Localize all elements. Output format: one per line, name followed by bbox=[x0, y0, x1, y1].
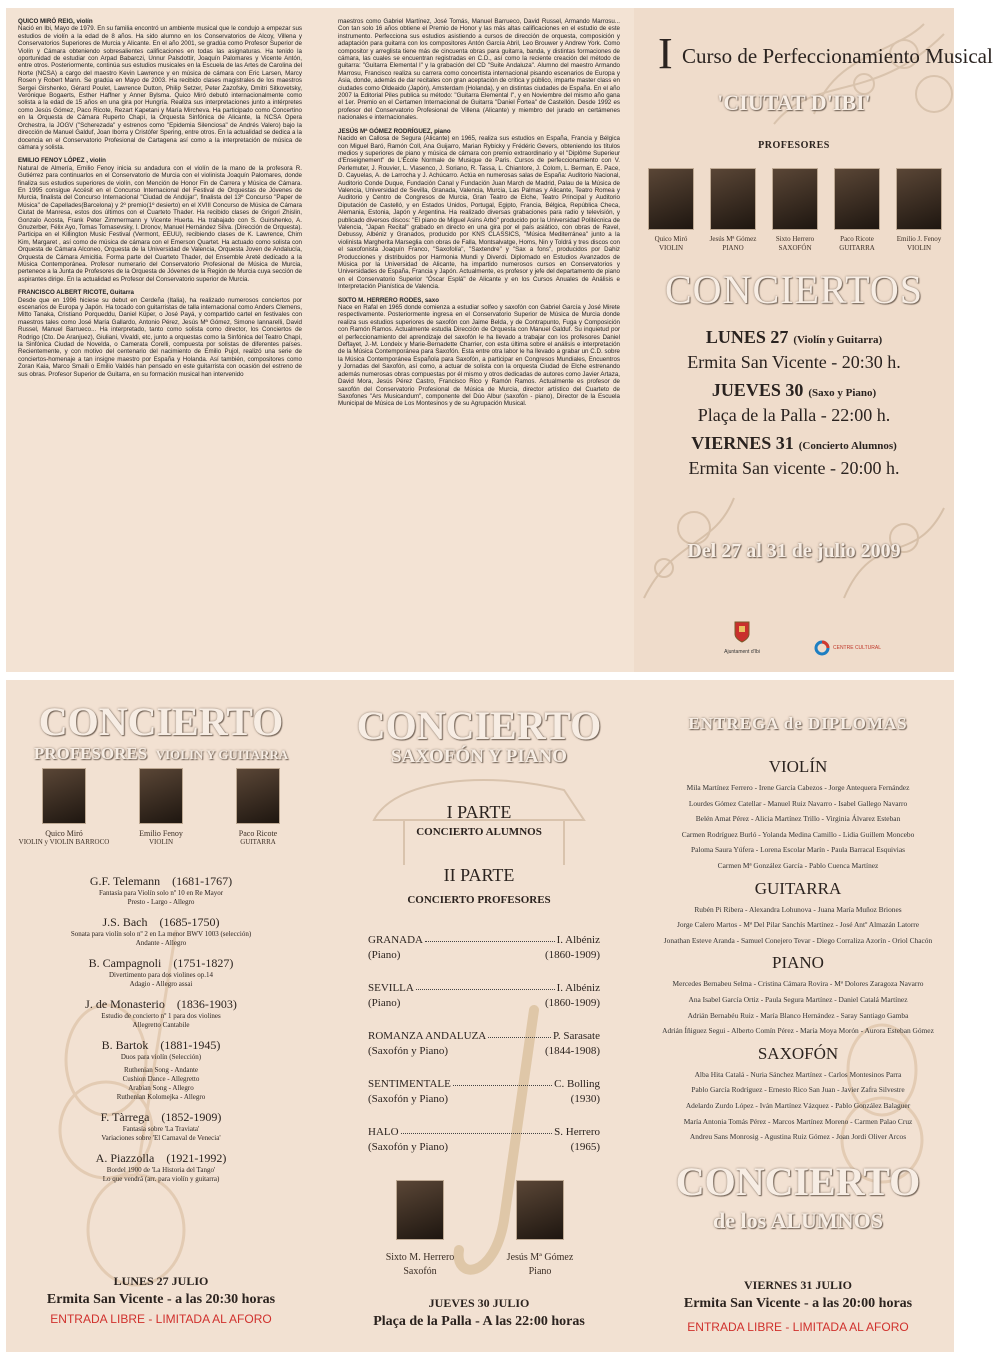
performer-name: Sixto M. Herrero bbox=[385, 1252, 455, 1263]
sax-program-item bbox=[368, 1078, 600, 1122]
diploma-names: Carmen Rodríguez Burló - Yolanda Medina Camillo - Lidia Guillem Moncebo bbox=[681, 829, 915, 839]
bio-text: Desde que en 1996 hiciese su debut en Cerdeña (Italia), ha realizado numerosos conciertos por escenarios de Europa y Japón. Ha tocado con guitarristas de talla internacional como Anders Clemens, Mitto Tanaka, Cristiano Porqueddu, Daniel Küper, o José Payá, y compartido cartel en festivales con maestros tales como José María Gallardo, Antonio Pérez, Jesús Mª Gómez, Simone Iannarelli, David Russel, Manuel Barrueco... Ha interpretado, tanto como solista como director, los Conciertos de Rodrigo (Cto. De Aranjuez), Giuliani, Vivaldi, etc, junto a orquestas como la Sinfónica del Teatro Chapí, la Sinfónica Ciudad de Novelda, o Camerata Corelli, compuesta por solistas de diferentes países. Recientemente, y con motivo del centenario del nacimiento de Emilio Pujol, realizó una serie de conciertos-homenaje a tan insigne maestro por España y Holanda. Así también, compositores como Zoran Kaia, Marco Smaili o Emilio Valdés han pensado en este guitarrista con ocasión del estreno de sus obras. Profesor Superior de Guitarra, en su formación musical han intervenido bbox=[18, 296, 302, 378]
program-item bbox=[26, 1110, 296, 1143]
conciertos-heading: CONCIERTOS bbox=[664, 267, 923, 312]
event-day: JUEVES 30 bbox=[711, 380, 804, 400]
diplomas-title: ENTREGA de DIPLOMAS bbox=[688, 714, 908, 733]
performer-role: Saxofón bbox=[403, 1266, 437, 1277]
performer-name: Paco Ricote bbox=[238, 829, 278, 838]
program-work: Duos para violín (Selección) bbox=[120, 1053, 202, 1061]
piece-instrumentation: (Saxofón y Piano) bbox=[368, 1141, 449, 1153]
program-work: Ruthenian Kolomejka - Allegro bbox=[116, 1093, 206, 1101]
student-concert-title: CONCIERTO bbox=[675, 1159, 921, 1204]
performer-name: Jesús Mª Gómez bbox=[506, 1252, 574, 1263]
bio-heading: FRANCISCO ALBERT RICOTE, Guitarra bbox=[18, 289, 134, 297]
performer-card bbox=[210, 768, 306, 847]
event-detail: (Violín y Guitarra) bbox=[793, 334, 883, 346]
diploma-names: Andreu Sans Monrosig - Agustina Ruiz Gómez - Joan Jordi Oliver Arcos bbox=[689, 1132, 907, 1142]
bio-text: maestros como Gabriel Martínez, José Tomás, Manuel Barrueco, David Russel, Armando Marrosu... Con tan solo 16 años obtiene el Premio de Honor y las más altas calificaciones en el estudio de este instrumento. Perfecciona sus estudios asistiendo a cursos de dirección de orquesta, composición y adaptación para guitarra con los compositores Antón García Abril, Leo Brouwer y Andrew York. Como compositor y arreglista tiene más de cincuenta obras para guitarra, banda, y distintas formaciones de cámara, las cuales se encuentran registradas en C.D., así como la reciente creación del método de guitarra: "Guitarra Elemental I" y la grabación del CD "Suite Andaluza". Alumno del maestro Armando Marrosu, Francisco realiza su carrera como concertista internacional pisando escenarios de Europa y Asia, donde, además de dar recitales con gran aceptación de crítica y público, imparte master class en ciudades como Oldeaido (Japón), Amsterdam (Holanda), y en distintas ciudades de España. En el año 2007 la Editorial Piles publica su método: "Guitarra Elemental I", y en Noviembre del mismo año gana el 1er. Premio en el Certamen Internacional de Guitarra "Daniel Fortea" de Castellón. Desde 1992 es profesor del Conservatorio Profesional de Villena (Alicante) y miembro del jurado en certámenes nacionales e internacionales. bbox=[338, 18, 620, 122]
bio-paragraph bbox=[18, 18, 302, 151]
dotted-leader bbox=[425, 941, 555, 942]
event-detail: (Saxo y Piano) bbox=[808, 387, 877, 399]
bio-text: Nacido en Callosa de Segura (Alicante) en 1965, realiza sus estudios en España, Francia y Bélgica con Miguel Baró, Ramón Coll, Ana Guijarro, Marian Rybicky y Frédéric Gevers, obteniendo los títulos medios y superiores de piano y música de cámara con premio extraordinario y el "Diplôme Superieur d'Enseignement" de L'École Normale de Musique de Paris. Cursos de perfeccionamiento con V. Perlemuter, J. Rouvier, L. Vlasenco, J. Soriano, R. Tassa, L. Chiantore, J. Colom, L. Berman, E. Pace, D. Cayuelas, A. de Larrocha y J. Achúcarro. Actúa en numerosas salas de España: Auditorio Nacional, Auditorio Conde Duque, Fundación Canal y Fundación Juan March de Madrid, Palau de la Música de Valencia, Universidad de Sevilla, Granada, Valencia, Murcia, Las Palmas y Alicante, Teatro Romea y Auditorio y Centro de Congresos de Murcia, Gran Teatro de Elche, Teatro Principal y Auditorio Diputación de Castelló, y en Estados Unidos, Portugal, Egipto, Francia, Bélgica, República Checa, Alemania, Estonia, Japón y Argentina. Ha realizado diversas grabaciones para radio y televisión, y publicado diversos discos: "El piano de Miguel Asins Arbó" producido por la Universidad Politécnica de Valencia, "Japan Recital" grabado en directo en una gira por el país asiático, con obras de Ravel, Debussy, Albéniz y Granados, producido por KNS CLASSICS, "Música Mediterránea" junto a la violinista Margherita Marseglia con obras de Falla, Montsalvatge, Homs, Nin y Toldrá y tres discos con el saxofonista Joaquín Franco, "Saxofolía", "Saxtendre" y "Sax a fons", producidos por Dahiz Producciones y distribuidos por Harmonia Mundi y Diverdi. Diplomado en Estudios Avanzados de Música por la Universidad de Alicante, ha impartido numerosos cursos en Conservatorios y Universidades de España, Francia y Japón. Actualmente, es profesor y jefe del departamento de piano en el Conservatorio Superior "Óscar Esplá" de Alicante y en los Cursos Anuales de Análisis e Interpretación Pianística de Valencia. bbox=[338, 135, 620, 291]
piece-title: SENTIMENTALE bbox=[368, 1078, 451, 1090]
event-detail: (Concierto Alumnos) bbox=[798, 440, 897, 452]
profesor-name: Quico Miró bbox=[654, 235, 688, 243]
piece-years: (1860-1909) bbox=[545, 997, 600, 1009]
program-years: (1921-1992) bbox=[166, 1151, 227, 1165]
student-concert-entry: ENTRADA LIBRE - LIMITADA AL AFORO bbox=[687, 1320, 909, 1334]
bio-paragraph bbox=[338, 128, 620, 291]
program-work: Fantasía para Violín solo nº 10 en Re Mayor bbox=[98, 889, 224, 897]
bio-text: Natural de Almería, Emilio Fenoy inicia su andadura con el violín de la mano de la profesora R. Gutiérrez para continuarlos en el Conservatorio de Murcia con el violinista Joaquín Palomares, donde finaliza sus estudios superiores de violín, con Mención de Honor Fin de Carrera y Música de Cámara. En 1995 consigue Accésit en el Concurso Internacional del Festival de Orquestas de Jóvenes de Murcia, finalista del Concurso Internacional "Ciudad de Andújar", finalista del 13º Concurso "Paper de Música" de Capellades(Barcelona) y 2º premio(1º desierto) en el XVIII Concurso de Música de Cámara Ciutat de Manresa, estos dos últimos con el Cuarteto Thader. Ha recibido clases de Grigori Zhislin, Gonzalo Acosta, Frank Peter Zimmermann y Vicente Huerta. Ha trabajado con S. Guirshenko, A. Gnuzerber, Félix Ayo, Tomas Tomasevsky, I. Dronov, Manuel Hernández Silva. (Dirección de Orquesta). Participa en el Killington Music Festival (Vermont, EEUU), recibiendo clases de K. Lawrence, Chim Kim, Margaret , así como de música de cámara con el Emerson Quartet. Ha actuado como solista con Orquesta de Cámara Alconeo, Orquesta de la Universidad de Valencia, Orquesta Joven de Andalucía, Orquesta de Cámara Amicitia. Forma parte del Cuarteto Thader, del Ensemble Areté dedicado a la Música Contemporánea. Profesor numerario del Conservatorio Profesional de Música de Murcia, pertenece a la Junta de Profesores de la Orquesta de Jóvenes de la Región de Murcia cuya sección de aspirantes dirige. En la actualidad es Profesor del Conservatorio superior de Murcia. bbox=[18, 164, 302, 283]
part-two-label: II PARTE bbox=[443, 865, 515, 885]
performer-role: VIOLIN bbox=[148, 838, 174, 846]
performer-card bbox=[490, 1180, 590, 1279]
program-composer: J.S. Bach bbox=[102, 915, 148, 929]
program-composer-line bbox=[26, 997, 296, 1012]
program-work: Cushion Dance - Allegretto bbox=[122, 1075, 200, 1083]
dotted-leader bbox=[488, 1037, 551, 1038]
program-work: Presto - Largo - Allegro bbox=[127, 898, 195, 906]
teacher-program bbox=[26, 874, 296, 1192]
concert-sax-subtitle: SAXOFÓN Y PIANO bbox=[391, 746, 567, 767]
profesor-photo bbox=[710, 168, 756, 230]
program-item bbox=[26, 915, 296, 948]
ajuntament-logo bbox=[722, 620, 762, 655]
event-day-line bbox=[634, 326, 954, 351]
program-years: (1852-1909) bbox=[161, 1110, 222, 1124]
diploma-names: Adrián Bernabéu Ruiz - María Blanco Hernández - Saray Santiago Gamba bbox=[687, 1010, 909, 1020]
centre-cultural-caption: CENTRE CULTURAL bbox=[833, 645, 881, 651]
diploma-names: Alba Hita Catalá - Nuria Sánchez Martínez - Carlos Montesinos Parra bbox=[694, 1069, 902, 1079]
concert-sax-piano-column bbox=[324, 680, 634, 1352]
diploma-names: Rubén Pi Ribera - Alexandra Lohunova - Juana María Muñoz Briones bbox=[694, 904, 902, 914]
teacher-concert-date: LUNES 27 JULIO bbox=[113, 1274, 209, 1288]
bios-column-left bbox=[6, 8, 314, 672]
piece-composer: C. Bolling bbox=[554, 1078, 600, 1090]
profesor-role: PIANO bbox=[722, 244, 744, 252]
performer-name: Emilio Fenoy bbox=[139, 829, 183, 838]
student-concert-place: Ermita San Vicente - a las 20:00 horas bbox=[683, 1296, 913, 1311]
program-work: Variaciones sobre 'El Carnaval de Venecia' bbox=[101, 1134, 221, 1142]
dotted-leader bbox=[453, 1085, 552, 1086]
diploma-group-title: VIOLÍN bbox=[768, 757, 828, 776]
course-dates: Del 27 al 31 de julio 2009 bbox=[687, 540, 901, 562]
diploma-names: Adelardo Zurdo López - Iván Martínez Vázquez - Pablo González Balaguer bbox=[685, 1100, 911, 1110]
sax-program bbox=[368, 934, 600, 1174]
bios-column-middle bbox=[326, 8, 632, 672]
sax-performers-row bbox=[370, 1180, 590, 1279]
piece-composer: P. Sarasate bbox=[552, 1030, 600, 1042]
piece-title: ROMANZA ANDALUZA bbox=[368, 1030, 487, 1042]
program-work: Bordel 1900 de 'La Historia del Tango' bbox=[106, 1166, 216, 1174]
sax-program-item bbox=[368, 934, 600, 978]
profesor-role: SAXOFÓN bbox=[778, 244, 812, 252]
teacher-concert-entry: ENTRADA LIBRE - LIMITADA AL AFORO bbox=[50, 1312, 272, 1326]
program-composer: J. de Monasterio bbox=[85, 997, 165, 1011]
bio-text: Nació en Ibi, Mayo de 1979. En su familia encontró un ambiente musical que le condujo a empezar sus estudios de violín a la edad de 8 años. Ha sido alumno en los Conservatorios de Alcoy, Villena y Conservatorios Superiores de Murcia y Alicante. En el año 2001, se gradúa como Profesor Superior de Violín y Cámara obteniendo sobresalientes calificaciones en todas las asignaturas. Ha tenido la oportunidad de estudiar con Arpad Babarczi, Unnur Palsdottir, Joaquín Palomares y Vicente Antón, entre otros. Posteriormente, continúa sus estudios musicales en la Escuela de las Artes de Carolina del Norte (NCSA) a cargo del maestro Kevin Lawrence y en música de cámara con Eric Larsen, Marcy Rosen y Robert Mann. Se gradúa en Mayo de 2003. Ha recibido clases magistrales de los maestros Sergei Girshenko, Gérard Poulet, Lawrence Dutton, Philip Setzer, Peter Zazofsky, Dmitri Sitkovetsky, Verónique Bogaerts, Esther Haffner y Anner Bylsma. Quico Miró debutó internacionalmente como solista a la edad de 15 años en una gira por Hungría. Realiza sus interpretaciones junto a intérpretes como Jesús Gómez, Paco Ricote, Rezart Kapetani y María Mircheva. Ha participado como Concertino en la Orquesta de Cámara Ruperto Chapí, la Orquesta Sinfónica de Alicante, la NCSA Opera Orchestra, la JOGV ("Scherezada" y estrenos como "Epidemia Silenciosa" de Andrés Valero) bajo la dirección de Manuel Galduf, Joan Iborra y Cristófer Spering, entre otros. En la actualidad se dedica a la docencia en el Conservatorio Profesional de Cartagena así como a la interpretación de música de cámara y solista. bbox=[18, 25, 302, 151]
profesor-card bbox=[766, 168, 824, 253]
diploma-groups bbox=[648, 752, 948, 1145]
event-place: Plaça de la Palla - 22:00 h. bbox=[697, 405, 891, 425]
piece-title: HALO bbox=[368, 1126, 399, 1138]
piece-title: SEVILLA bbox=[368, 982, 414, 994]
piece-title: GRANADA bbox=[368, 934, 423, 946]
program-composer-line bbox=[26, 1151, 296, 1166]
sax-program-item bbox=[368, 982, 600, 1026]
diploma-names: Carmen Mª González García - Pablo Cuenca Martínez bbox=[717, 860, 879, 870]
course-subtitle: 'CIUTAT D'IBI' bbox=[717, 90, 871, 115]
performer-name: Quico Miró bbox=[45, 829, 83, 838]
concert-event bbox=[634, 379, 954, 426]
centre-cultural-logo bbox=[814, 640, 881, 656]
program-composer: F. Tàrrega bbox=[100, 1110, 150, 1124]
student-concert-subtitle: de los ALUMNOS bbox=[713, 1208, 883, 1233]
piece-instrumentation: (Saxofón y Piano) bbox=[368, 1093, 449, 1105]
concert-teachers-subtitle-1: PROFESORES bbox=[33, 744, 148, 763]
performer-photo bbox=[139, 768, 183, 824]
concert-event bbox=[634, 326, 954, 373]
profesores-row bbox=[642, 168, 948, 253]
profesor-photo bbox=[834, 168, 880, 230]
bio-text: Nace en Rafal en 1965 donde comienza a estudiar solfeo y saxofón con Gabriel García y José Mirete respectivamente. Posteriormente ingresa en el Conservatorio Superior de Música de Murcia donde realiza sus estudios superiores de saxofón con Jaime Belda, y de Contrapunto, Fuga y Composición con Ramón Ramos. Actualmente estudia Dirección de Orquesta con Manuel Galduf. Su inquietud por el perfeccionamiento del aprendizaje del saxofón le ha llevado a trabajar con los profesores Daniel Deffayet, J.-M. Londeix y Marie-Bernadette Charrier, con esta última sobre el análisis e interpretación de la Música Contemporánea para Saxofón. Esta entre otra labor le ha llevado a grabar un C.D. sobre la Música Contemporánea Española para Saxofón, a participar en Congresos Mundiales, Encuentros y Jornadas del Saxofón, así como, a actuar de solista con la orquesta Ciudad de Elche estrenando además numerosas obras compuestas por él mismo y otros dedicadas de autores como Javier Artaza, David Mora, Jesús Pérez Castro, Francisco Rico y Ramón Ramos. Actualmente es profesor de saxofón del Conservatorio Profesional de Música de Murcia, director artístico del Cuarteto de Saxofones "Ars Musicandum", componente del Dúo Albur (saxofón - piano), Director de la Escuela Municipal de Música de Los Montesinos y de su Agrupación Musical. bbox=[338, 304, 620, 408]
program-years: (1836-1903) bbox=[176, 997, 237, 1011]
profesor-photo bbox=[648, 168, 694, 230]
diploma-group-title: SAXOFÓN bbox=[757, 1043, 839, 1063]
performer-photo bbox=[236, 768, 280, 824]
diploma-group-title: PIANO bbox=[772, 953, 824, 973]
dotted-leader bbox=[401, 1133, 552, 1134]
bio-paragraph bbox=[18, 157, 302, 283]
concert-teachers-subtitle bbox=[6, 744, 316, 764]
profesor-card bbox=[890, 168, 948, 253]
program-composer-line bbox=[26, 1110, 296, 1125]
performer-card bbox=[113, 768, 209, 847]
diploma-names: Mila Martínez Ferrero - Irene García Cabezos - Jorge Antequera Fernández bbox=[686, 783, 910, 792]
event-day-line bbox=[634, 432, 954, 457]
piece-instrumentation: (Piano) bbox=[368, 997, 401, 1009]
program-work: Andante - Allegro bbox=[135, 939, 187, 947]
program-item bbox=[26, 874, 296, 907]
event-day: VIERNES 31 bbox=[691, 433, 794, 453]
ajuntament-caption: Ajuntament d'Ibi bbox=[724, 649, 760, 655]
profesor-card bbox=[704, 168, 762, 253]
diploma-names: María Antonia Tomás Pérez - Marcos Martínez Moreno - Carmen Palao Cruz bbox=[683, 1116, 913, 1126]
program-years: (1685-1750) bbox=[159, 915, 220, 929]
program-composer-line bbox=[26, 1038, 296, 1053]
bio-heading: JESÚS Mª GÓMEZ RODRÍGUEZ, piano bbox=[338, 127, 451, 135]
profesor-role: GUITARRA bbox=[839, 244, 875, 252]
program-work: Ruthenian Song - Andante bbox=[123, 1066, 199, 1074]
piece-years: (1965) bbox=[570, 1141, 600, 1153]
floral-decoration-icon bbox=[754, 14, 954, 134]
performer-role: GUITARRA bbox=[240, 838, 276, 846]
program-composer-line bbox=[26, 915, 296, 930]
profesor-photo bbox=[772, 168, 818, 230]
top-panel bbox=[6, 8, 993, 672]
event-place: Ermita San Vicente - 20:30 h. bbox=[687, 352, 901, 372]
profesor-name: Paco Ricote bbox=[840, 235, 874, 243]
piece-composer: S. Herrero bbox=[554, 1126, 600, 1138]
course-title: Curso de Perfeccionamiento Musical bbox=[682, 44, 993, 68]
sax-concert-date: JUEVES 30 JULIO bbox=[428, 1296, 530, 1310]
event-place: Ermita San vicente - 20:00 h. bbox=[688, 458, 900, 478]
piece-composer: I. Albéniz bbox=[556, 934, 600, 946]
piece-instrumentation: (Saxofón y Piano) bbox=[368, 1045, 449, 1057]
diploma-group-title: GUITARRA bbox=[754, 878, 842, 898]
diploma-names: Jonathan Esteve Aranda - Samuel Conejero Tevar - Diego Corraliza Azorín - Oriol Chacón bbox=[663, 935, 933, 945]
performer-card bbox=[16, 768, 112, 847]
profesor-role: VIOLIN bbox=[658, 244, 684, 252]
diploma-names: Mercedes Bernabeu Selma - Cristina Cámara Rovira - Mª Dolores Zaragoza Navarro bbox=[672, 979, 924, 989]
program-work: Allegretto Cantabile bbox=[132, 1021, 190, 1029]
program-work: Arabian Song - Allegro bbox=[128, 1084, 194, 1092]
concert-event bbox=[634, 432, 954, 479]
sax-program-item bbox=[368, 1126, 600, 1170]
centre-cultural-icon bbox=[814, 640, 830, 656]
dotted-leader bbox=[416, 989, 555, 990]
cover-panel bbox=[634, 8, 993, 672]
diploma-names: Adrián Íñiguez Segui - Alberto Comín Pérez - María Moya Morón - Aurora Esteban Gómez bbox=[662, 1026, 934, 1036]
program-item bbox=[26, 1151, 296, 1184]
piece-years: (1930) bbox=[570, 1093, 600, 1105]
program-work: Fantasía sobre 'La Traviata' bbox=[122, 1125, 200, 1133]
program-composer: G.F. Telemann bbox=[89, 874, 161, 888]
bio-heading: SIXTO M. HERRERO RODES, saxo bbox=[338, 296, 439, 304]
profesor-card bbox=[642, 168, 700, 253]
diploma-names: Ana Isabel García Ortiz - Paula Segura Martínez - Daniel Catalá Martínez bbox=[688, 994, 908, 1004]
student-concert-date: VIERNES 31 JULIO bbox=[743, 1278, 853, 1292]
profesores-heading: PROFESORES bbox=[758, 140, 830, 151]
diploma-names: Belén Amat Pérez - Alicia Martínez Trillo - Virginia Álvarez Esteban bbox=[695, 814, 901, 824]
concert-schedule bbox=[634, 326, 954, 485]
program-years: (1751-1827) bbox=[173, 956, 234, 970]
program-item bbox=[26, 997, 296, 1030]
piece-instrumentation: (Piano) bbox=[368, 949, 401, 961]
program-years: (1881-1945) bbox=[160, 1038, 221, 1052]
bio-heading: QUICO MIRÓ REIG, violín bbox=[18, 18, 93, 25]
program-item bbox=[26, 1038, 296, 1102]
program-work: Estudio de concierto nº 1 para dos violines bbox=[101, 1012, 221, 1020]
program-item bbox=[26, 956, 296, 989]
performer-photo bbox=[42, 768, 86, 824]
sax-concert-place: Plaça de la Palla - A las 22:00 horas bbox=[373, 1314, 585, 1329]
profesor-photo bbox=[896, 168, 942, 230]
bio-heading: EMILIO FENOY LÓPEZ , violín bbox=[18, 157, 106, 165]
piece-composer: I. Albéniz bbox=[556, 982, 600, 994]
performer-card bbox=[370, 1180, 470, 1279]
program-work: Divertimento para dos violines op.14 bbox=[108, 971, 213, 979]
concert-teachers-subtitle-2: VIOLIN Y GUITARRA bbox=[155, 747, 289, 762]
performer-role: Piano bbox=[528, 1266, 552, 1277]
diploma-names: Paloma Saura Yúfera - Lorena Escolar Marín - Paula Barracal Esquivias bbox=[691, 845, 905, 855]
concert-teachers-column bbox=[6, 680, 316, 1352]
bottom-panel bbox=[6, 680, 954, 1352]
teacher-concert-place: Ermita San Vicente - a las 20:30 horas bbox=[46, 1292, 276, 1307]
bio-paragraph bbox=[338, 18, 620, 122]
program-work: Lo que vendrá (arr. para violín y guitarra) bbox=[102, 1175, 220, 1183]
diploma-names: Jorge Calero Martos - Mª Del Pilar Sanchís Martínez - José Antº Almazán Latorre bbox=[676, 920, 920, 930]
part-one-label: I PARTE bbox=[446, 802, 512, 822]
part-one-title: CONCIERTO ALUMNOS bbox=[416, 826, 542, 838]
program-composer: B. Bartok bbox=[101, 1038, 149, 1052]
program-composer: B. Campagnoli bbox=[88, 956, 162, 970]
diplomas-column bbox=[642, 680, 954, 1352]
diploma-names: Lourdes Gómez Catellar - Manuel Ruiz Navarro - Isabel Gallego Navarro bbox=[688, 798, 908, 808]
coat-of-arms-icon bbox=[733, 620, 751, 644]
event-day-line bbox=[634, 379, 954, 404]
course-number: I bbox=[658, 29, 673, 78]
concert-teachers-title: CONCIERTO bbox=[38, 699, 284, 744]
profesor-name: Jesús Mª Gómez bbox=[709, 235, 757, 243]
bio-paragraph bbox=[18, 289, 302, 378]
concert-sax-title: CONCIERTO bbox=[356, 703, 602, 748]
diploma-names: Pablo García Rodríguez - Ernesto Rico San Juan - Javier Zafra Silvestre bbox=[691, 1085, 905, 1095]
sax-program-item bbox=[368, 1030, 600, 1074]
profesor-role: VIOLIN bbox=[906, 244, 932, 252]
program-composer: A. Piazzolla bbox=[95, 1151, 155, 1165]
program-work: Adagio - Allegro assai bbox=[129, 980, 193, 988]
piece-years: (1844-1908) bbox=[545, 1045, 600, 1057]
bio-paragraph bbox=[338, 297, 620, 408]
performer-photo bbox=[396, 1180, 444, 1240]
program-composer-line bbox=[26, 956, 296, 971]
piece-years: (1860-1909) bbox=[545, 949, 600, 961]
performer-role: VIOLIN y VIOLIN BARROCO bbox=[18, 838, 110, 846]
profesor-name: Emilio J. Fenoy bbox=[896, 235, 942, 243]
profesor-name: Sixto Herrero bbox=[775, 235, 815, 243]
program-years: (1681-1767) bbox=[172, 874, 233, 888]
program-work: Sonata para violín solo nº 2 en La menor BWV 1003 (selección) bbox=[70, 930, 252, 938]
performer-photo bbox=[516, 1180, 564, 1240]
program-composer-line bbox=[26, 874, 296, 889]
part-two-title: CONCIERTO PROFESORES bbox=[407, 894, 551, 906]
event-day: LUNES 27 bbox=[705, 327, 789, 347]
teacher-performers-row bbox=[16, 768, 306, 847]
profesor-card bbox=[828, 168, 886, 253]
